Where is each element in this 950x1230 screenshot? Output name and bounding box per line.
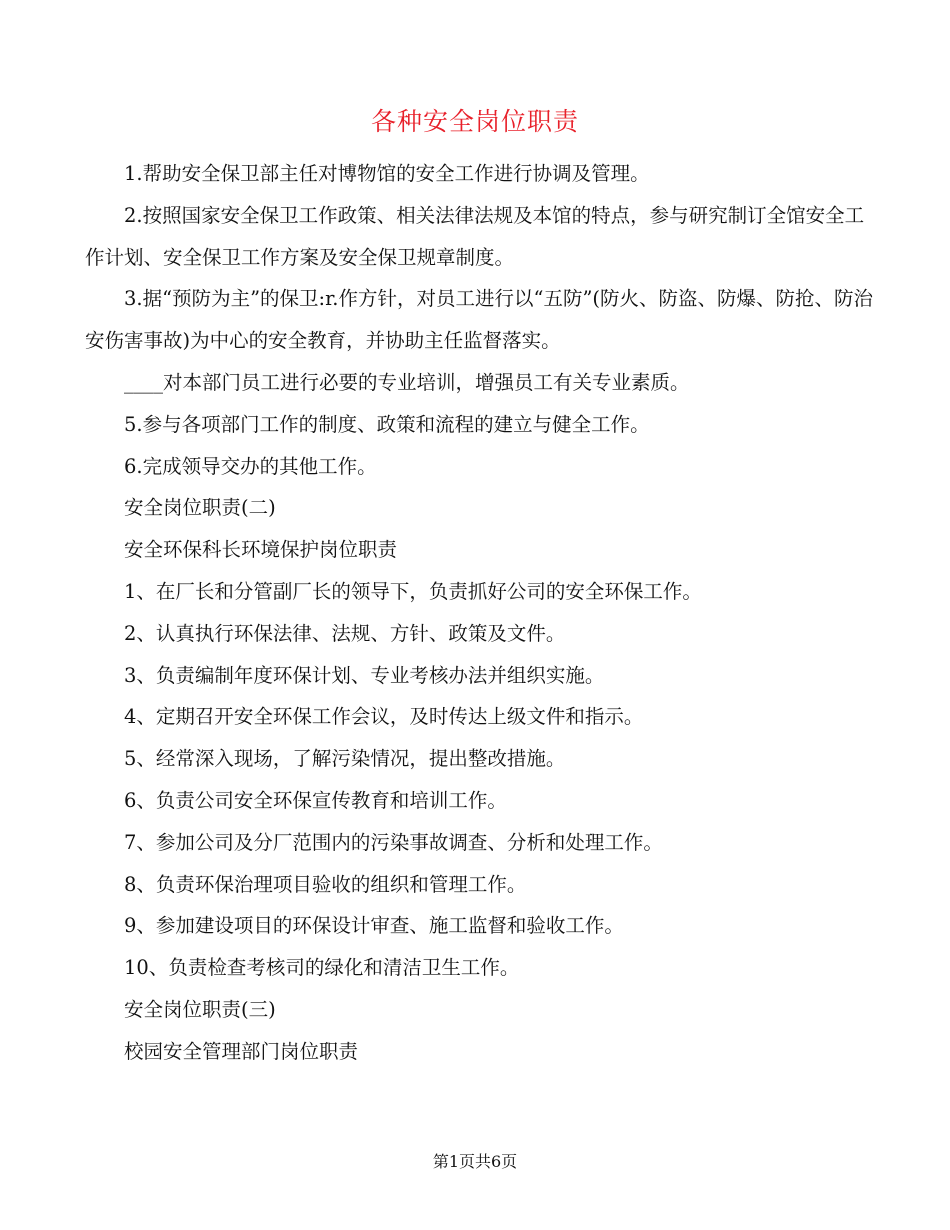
document-body — [85, 153, 875, 1073]
paragraph: 2.按照国家安全保卫工作政策、相关法律法规及本馆的特点，参与研究制订全馆安全工作计划、安全保卫工作方案及安全保卫规章制度。 — [85, 203, 865, 269]
paragraph: 2、认真执行环保法律、法规、方针、政策及文件。 — [124, 621, 566, 645]
page-number-footer: 第1页共6页 — [432, 1152, 518, 1171]
paragraph: 5、经常深入现场，了解污染情况，提出整改措施。 — [124, 747, 566, 771]
paragraph: 3、负责编制年度环保计划、专业考核办法并组织实施。 — [124, 663, 605, 687]
document-title: 各种安全岗位职责 — [370, 107, 579, 136]
paragraph: 5.参与各项部门工作的制度、政策和流程的建立与健全工作。 — [124, 412, 650, 436]
paragraph: 1.帮助安全保卫部主任对博物馆的安全工作进行协调及管理。 — [124, 162, 650, 185]
paragraph: 7、参加公司及分厂范围内的污染事故调查、分析和处理工作。 — [124, 830, 663, 854]
paragraph: 3.据“预防为主”的保卫:r.作方针，对员工进行以“五防”(防火、防盗、防爆、防抢、防治安伤害事故)为中心的安全教育，并协助主任监督落实。 — [85, 287, 874, 353]
paragraph: ____对本部门员工进行必要的专业培训，增强员工有关专业素质。 — [124, 370, 690, 394]
paragraph: 9、参加建设项目的环保设计审查、施工监督和验收工作。 — [124, 914, 624, 938]
paragraph: 6、负责公司安全环保宣传教育和培训工作。 — [124, 788, 507, 812]
section-subheading: 安全环保科长环境保护岗位职责 — [124, 538, 398, 562]
section-heading: 安全岗位职责(三) — [124, 997, 276, 1021]
paragraph: 6.完成领导交办的其他工作。 — [124, 454, 377, 478]
paragraph: 8、负责环保治理项目验收的组织和管理工作。 — [124, 872, 527, 896]
section-heading: 安全岗位职责(二) — [124, 496, 276, 520]
paragraph: 10、负责检查考核司的绿化和清洁卫生工作。 — [124, 956, 520, 980]
paragraph: 1、在厂长和分管副厂长的领导下，负责抓好公司的安全环保工作。 — [124, 579, 702, 603]
section-subheading: 校园安全管理部门岗位职责 — [124, 1039, 359, 1063]
paragraph: 4、定期召开安全环保工作会议，及时传达上级文件和指示。 — [124, 705, 644, 729]
